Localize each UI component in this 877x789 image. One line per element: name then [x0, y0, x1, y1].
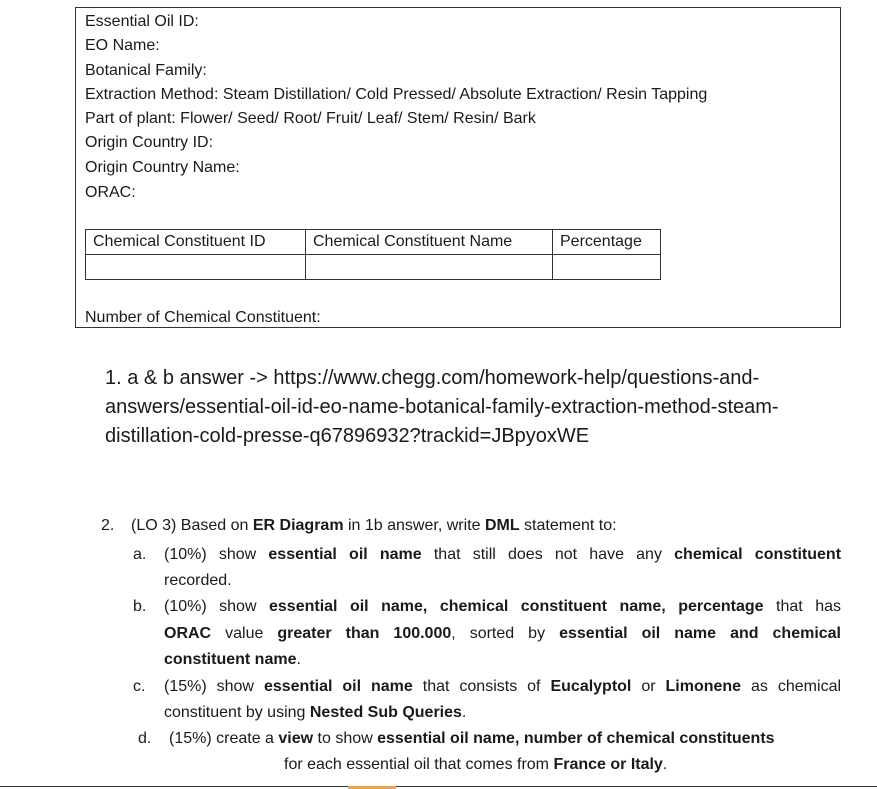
text-run: . [296, 651, 301, 668]
text-run: that still does not have any [421, 546, 675, 563]
subquestion-c-line [164, 703, 466, 723]
bold-text: greater than 100.000 [277, 625, 452, 642]
bold-text: essential oil name [268, 546, 422, 563]
field-extraction-method: Extraction Method: Steam Distillation/ Cold Pressed/ Absolute Extraction/ Resin Tapping [85, 86, 708, 103]
bold-text: Nested Sub Queries [309, 704, 462, 721]
text-run: . [461, 704, 467, 721]
table-header-row [86, 230, 661, 255]
header-constituent-name: Chemical Constituent Name [306, 230, 553, 255]
bold-text: Limonene [665, 678, 742, 695]
bold-text: Eucalyptol [550, 678, 632, 695]
field-essential-oil-id: Essential Oil ID: [85, 13, 199, 30]
field-orac: ORAC: [85, 184, 136, 201]
header-constituent-id: Chemical Constituent ID [86, 230, 306, 255]
subquestion-c-letter: c. [133, 678, 146, 695]
table-cell [553, 255, 661, 280]
entity-form-box [75, 7, 841, 328]
text-run: statement to: [519, 517, 617, 534]
field-origin-country-id: Origin Country ID: [85, 134, 214, 151]
text-run: . [662, 756, 668, 773]
text-run: in 1b answer, write [343, 517, 485, 534]
text-run: as chemical [741, 678, 842, 695]
text-run: that has [763, 598, 842, 615]
text-run: for each essential oil that comes from [284, 756, 554, 773]
subquestion-a-line [164, 571, 232, 591]
subquestion-b-line [164, 597, 841, 617]
subquestion-c-line [164, 677, 841, 697]
bold-text: essential oil name, number of chemical constituents [377, 730, 775, 747]
subquestion-b-line [164, 650, 301, 670]
field-eo-name: EO Name: [85, 37, 160, 54]
table-cell [86, 255, 306, 280]
text-run: that consists of [412, 678, 551, 695]
field-part-of-plant: Part of plant: Flower/ Seed/ Root/ Fruit/ Leaf/ Stem/ Resin/ Bark [85, 110, 536, 127]
text-run: (15%) create a [169, 730, 279, 747]
bold-text: constituent name [164, 651, 297, 668]
bold-text: essential oil name [263, 678, 413, 695]
text-run: (LO 3) Based on [131, 517, 253, 534]
text-run: (10%) show [164, 598, 269, 615]
subquestion-b-letter: b. [133, 598, 147, 615]
table-row [86, 255, 661, 280]
text-run: recorded. [164, 572, 232, 589]
text-run: or [631, 678, 666, 695]
text-run: (10%) show [164, 546, 269, 563]
bold-text: France or Italy [553, 756, 663, 773]
text-run: to show [313, 730, 378, 747]
subquestion-a-letter: a. [133, 546, 147, 563]
bold-text: ORAC [164, 625, 212, 642]
bold-text: essential oil name and chemical [559, 625, 841, 642]
text-run: constituent by using [164, 704, 310, 721]
subquestion-d-line [284, 755, 667, 775]
subquestion-d-line [169, 729, 775, 749]
question-2-number: 2. [101, 517, 115, 534]
field-number-of-constituents: Number of Chemical Constituent: [85, 309, 321, 326]
subquestion-b-line [164, 624, 841, 644]
page-bottom-rule [0, 786, 877, 787]
field-botanical-family: Botanical Family: [85, 62, 207, 79]
constituent-table [85, 229, 661, 280]
question-2-prompt [131, 516, 617, 536]
subquestion-d-letter: d. [138, 730, 152, 747]
bold-text: chemical constituent [674, 546, 842, 563]
bold-text: essential oil name, chemical constituent name, percentage [269, 598, 764, 615]
table-cell [306, 255, 553, 280]
bold-text: DML [484, 517, 520, 534]
text-run: , sorted by [451, 625, 560, 642]
text-run: value [211, 625, 278, 642]
text-run: (15%) show [164, 678, 264, 695]
header-percentage: Percentage [553, 230, 661, 255]
subquestion-a-line [164, 545, 841, 565]
field-origin-country-name: Origin Country Name: [85, 159, 240, 176]
bold-text: view [278, 730, 314, 747]
bold-text: ER Diagram [252, 517, 344, 534]
answer-link-text: 1. a & b answer -> https://www.chegg.com/homework-help/questions-and-answers/essential-oil-id-eo-name-botanical-family-extraction-method-steam-distillation-cold-presse-q67896932?trackid=JBpyoxWE [105, 367, 779, 447]
